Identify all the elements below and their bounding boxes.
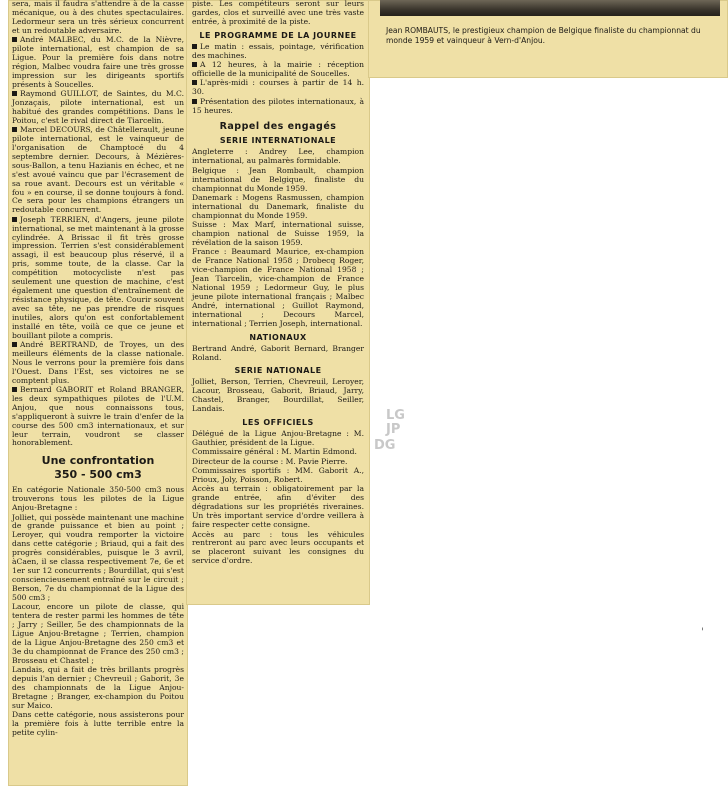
serie-nationale-heading: SERIE NATIONALE xyxy=(234,366,322,376)
paragraph: piste. Les compétiteurs seront sur leurs gardes, clos et surveillé avec une très vaste entrée, à proximité de la piste. xyxy=(192,0,364,26)
paragraph: Joseph TERRIEN, d'Angers, jeune pilote international, se met maintenant à la grosse cylindrée. A Brissac il fit très grosse impression. Terrien s'est considérablement assagi, il est beaucoup plus réservé, il a pris, somme toute, de la classe. Car la compétition motocycliste n'est pas seulement une question de machine, c'est également une question d'entraînement de résistance physique, de tête. Courir souvent avec sa tête, ne pas prendre de risques inutiles, alors qu'on est confortablement installé en tête, voilà ce que ce jeune et bouillant pilote a compris. xyxy=(12,214,184,340)
notice-paragraph: Accès au terrain : obligatoirement par la grande entrée, afin d'éviter des dégradations sur les propriétés riveraines. Un très important service d'ordre veillera à faire respecter cette consigne. xyxy=(192,484,364,530)
paragraph: Dans cette catégorie, nous assisterons pour la première fois à lutte terrible entre la petite cylin- xyxy=(12,709,184,737)
entrant-paragraph: Danemark : Mogens Rasmussen, champion international du Danemark, finaliste du championnat du Monde 1959. xyxy=(192,193,364,220)
bullet-icon xyxy=(192,44,197,49)
article-left-column xyxy=(12,0,184,738)
bullet-icon xyxy=(12,217,17,222)
entrant-paragraph: Bertrand André, Gaborit Bernard, Branger Roland. xyxy=(192,343,364,362)
paragraph: Marcel DECOURS, de Châtellerault, jeune pilote international, est le vainqueur de l'organisation de Champtocé du 4 septembre dernier. Decours, à Mézières-sous-Ballon, a tenu Hazianis en échec, et ne s'est avoué vaincu que par l'écrasement de sa roue avant. Decours est un véritable « fou » en course, il se donne toujours à fond. Ce sera pour les champions étrangers un redoutable concurrent. xyxy=(12,125,184,215)
paragraph: Bernard GABORIT et Roland BRANGER, les deux sympathiques pilotes de l'U.M. Anjou, que nous connaissons tous, s'appliqueront à suivre le train d'enfer de la course des 500 cm3 internationaux, et sur leur terrain, voudront se classer honorablement. xyxy=(12,384,184,448)
margin-mark: ' xyxy=(701,627,704,638)
entrant-paragraph: Suisse : Max Marf, international suisse, champion national de Suisse 1959, la révélation de la saison 1959. xyxy=(192,220,364,248)
paragraph: Lacour, encore un pilote de classe, qui tentera de rester parmi les hommes de tête ; Jarry ; Seiller, 5e des championnats de la Ligue Anjou-Bretagne ; Terrien, champion de la Ligue Anjou-Bretagne des 250 cm3 et 3e du championnat de France des 250 cm3 ; Brosseau et Chastel ; xyxy=(12,602,184,665)
programme-item: Présentation des pilotes internationaux, à 15 heures. xyxy=(192,96,364,115)
paragraph: André BERTRAND, de Troyes, un des meilleurs éléments de la classe nationale. Nous le verrons pour la première fois dans l'Ouest. Dans l'Est, ses victoires ne se comptent plus. xyxy=(12,339,184,385)
bullet-icon xyxy=(192,99,197,104)
official-paragraph: Directeur de la course : M. Pavie Pierre. xyxy=(192,456,348,466)
rappel-heading: Rappel des engagés xyxy=(219,121,337,133)
paragraph: Jolliet, qui possède maintenant une machine de grande puissance et bien au point ; Leroyer, qui voudra remporter la victoire dans cette catégorie ; Briaud, qui a fait des progrès considérables, puisque le 3 avril, àCaen, il se classa respectivement 7e, 6e et 1er sur 12 concurrents ; Bourdillat, qui s'est consciencieusement entraîné sur le circuit ; Berson, 7e du championnat de la Ligue des 500 cm3 ; xyxy=(12,512,184,602)
photo-rombauts xyxy=(380,0,720,16)
entrant-paragraph: Angleterre : Andrey Lee, champion international, au palmarès formidable. xyxy=(192,147,364,166)
paragraph: sera, mais il faudra s'attendre à de la casse mécanique, ou à des chutes spectaculaires. Ledormeur sera un très sérieux concurrent et un redoutable adversaire. xyxy=(12,0,184,35)
officiels-heading: LES OFFICIELS xyxy=(242,418,314,428)
article-middle-column xyxy=(192,0,364,567)
notice-paragraph: Accès au parc : tous les véhicules rentreront au parc avec leurs occupants et se placeront suivant les consignes du service d'ordre. xyxy=(192,529,364,566)
bullet-icon xyxy=(12,387,17,392)
programme-heading: LE PROGRAMME DE LA JOURNEE xyxy=(199,30,357,40)
entrant-paragraph: Belgique : Jean Rombault, champion international de Belgique, finaliste du championnat du Monde 1959. xyxy=(192,165,364,193)
bullet-icon xyxy=(12,91,17,96)
official-paragraph: Commissaire général : M. Martin Edmond. xyxy=(192,447,357,457)
photo-caption: Jean ROMBAUTS, le prestigieux champion de Belgique finaliste du championnat du monde 1959 et vainqueur à Vern-d'Anjou. xyxy=(386,26,701,45)
programme-item: A 12 heures, à la mairie : réception officielle de la municipalité de Soucelles. xyxy=(192,60,364,78)
entrant-paragraph: France : Beaumard Maurice, ex-champion de France National 1958 ; Drobecq Roger, vice-champion de France National 1958 ; Jean Tiarcelin, vice-champion de France National 1959 ; Ledormeur Guy, le plus jeune pilote international français ; Malbec André, international ; Guillot Raymond, international ; Decours Marcel, international ; Terrien Joseph, international. xyxy=(192,247,364,328)
serie-internationale-heading: SERIE INTERNATIONALE xyxy=(219,136,337,146)
bullet-icon xyxy=(192,80,197,85)
entrant-paragraph: Jolliet, Berson, Terrien, Chevreuil, Leroyer, Lacour, Brosseau, Gaborit, Briaud, Jarry, Chastel, Branger, Bourdillat, Seiller, Landais. xyxy=(192,377,364,414)
paragraph: Raymond GUILLOT, de Saintes, du M.C. Jonzaçais, pilote international, est un habitué des grandes compétitions. Dans le Poitou, c'est le rival direct de Tiarcelin. xyxy=(12,89,184,125)
paragraph: André MALBEC, du M.C. de la Nièvre, pilote international, est champion de sa Ligue. Pour la première fois dans notre région, Malbec voudra faire une très grosse impression sur les dirigeants sportifs présents à Soucelles. xyxy=(12,35,184,89)
official-paragraph: Commissaires sportifs : MM. Gaborit A., Prioux, Joly, Poisson, Robert. xyxy=(192,466,364,485)
bullet-icon xyxy=(12,37,17,42)
watermark-logo: LG JP DG xyxy=(374,408,405,453)
paragraph: En catégorie Nationale 350-500 cm3 nous trouverons tous les pilotes de la Ligue Anjou-Bretagne : xyxy=(12,485,184,513)
bullet-icon xyxy=(12,342,17,347)
bullet-icon xyxy=(192,62,197,67)
paragraph: Landais, qui a fait de très brillants progrès depuis l'an dernier ; Chevreuil ; Gaborit, 3e des championnats de la Ligue Anjou-Bretagne ; Branger, ex-champion du Poitou sur Maico. xyxy=(12,664,184,710)
official-paragraph: Délégué de la Ligue Anjou-Bretagne : M. Gauthier, président de la Ligue. xyxy=(192,429,364,447)
programme-item: L'après-midi : courses à partir de 14 h. 30. xyxy=(192,78,364,97)
section-heading: Une confrontation 350 - 500 cm3 xyxy=(41,454,155,482)
bullet-icon xyxy=(12,127,17,132)
programme-item: Le matin : essais, pointage, vérification des machines. xyxy=(192,41,364,60)
nationaux-heading: NATIONAUX xyxy=(249,332,307,342)
